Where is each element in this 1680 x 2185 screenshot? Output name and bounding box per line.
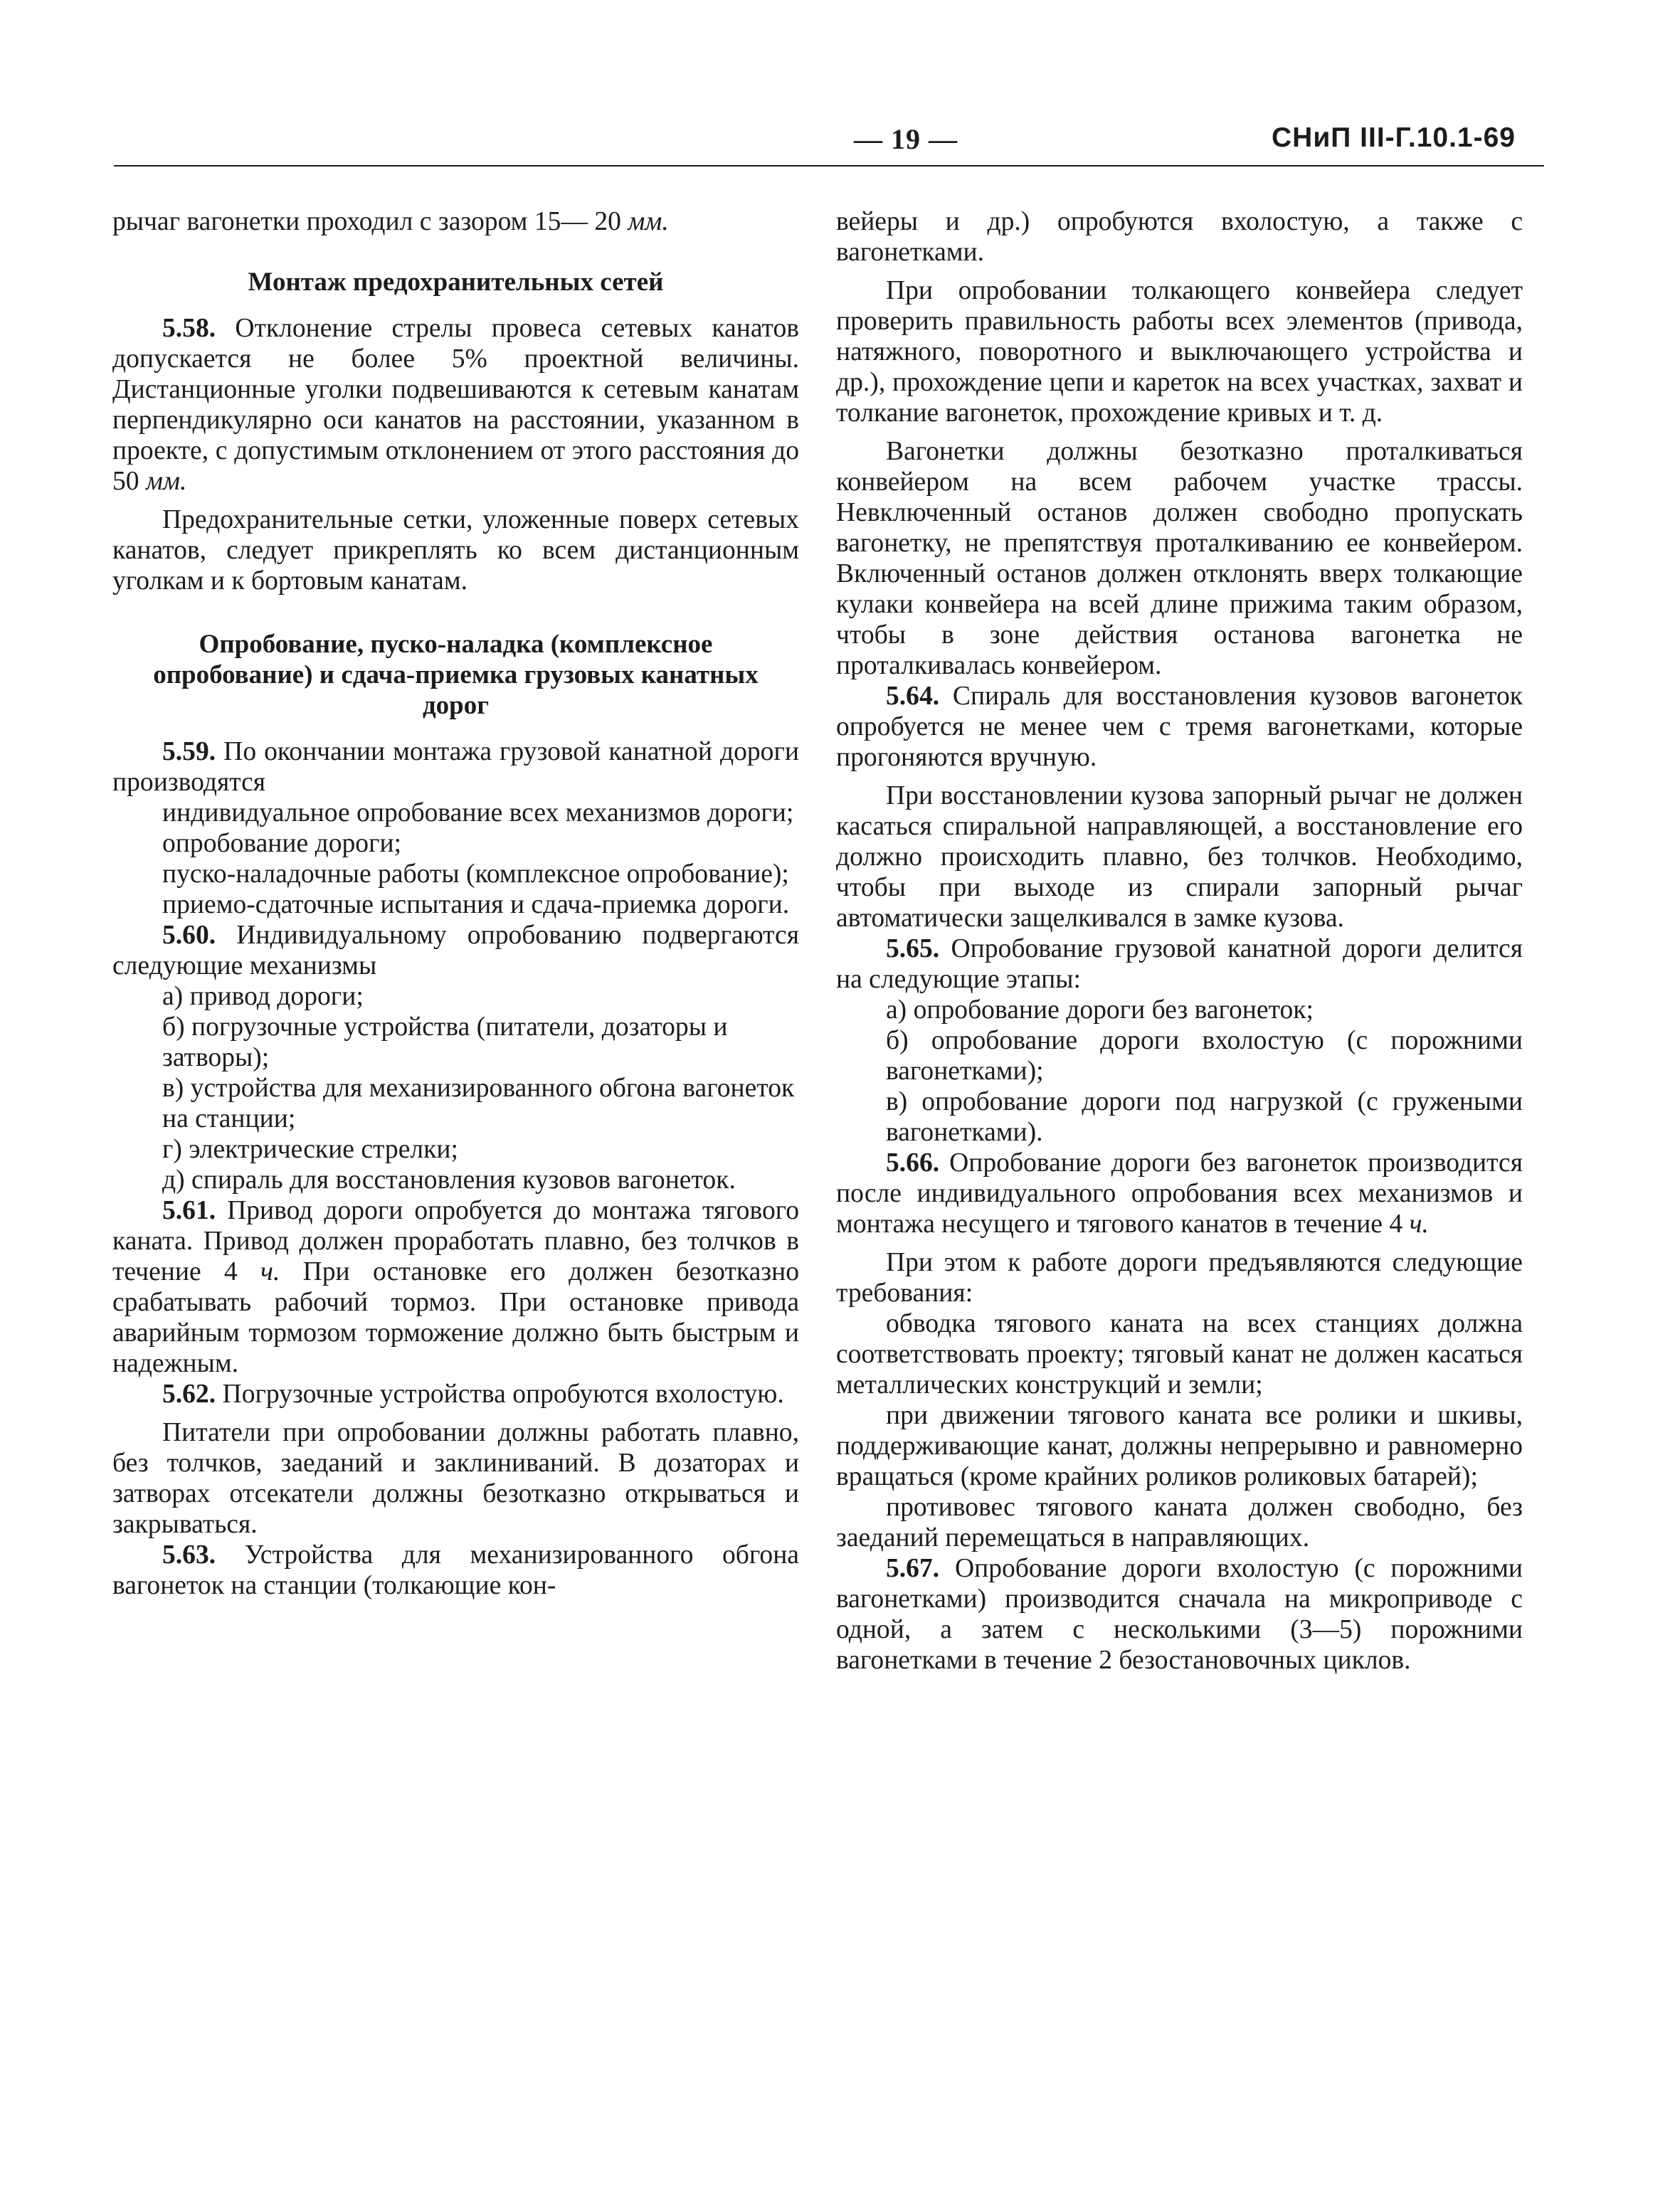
clause-number: 5.58. bbox=[162, 314, 216, 343]
requirement-item: при движении тягового каната все ролики и шкивы, поддерживающие канат, должны непрерывно и равномерно вращаться (кроме крайних роликов роликовых батарей); bbox=[836, 1401, 1523, 1491]
clause-5-58 bbox=[112, 313, 799, 497]
clause-5-64 bbox=[836, 681, 1523, 773]
list-item: в) опробование дороги под нагрузкой (с гружеными вагонетками). bbox=[886, 1087, 1523, 1147]
clause-5-63 bbox=[112, 1540, 799, 1601]
clause-5-66 bbox=[836, 1148, 1523, 1239]
clause-number: 5.65. bbox=[886, 934, 940, 963]
section-heading-nets: Монтаж предохранительных сетей bbox=[248, 268, 664, 297]
clause-text: Отклонение стрелы провеса сетевых канатов допускается не более 5% проектной величины. Дистанционные уголки подвешиваются к сетевым канатам перпендикулярно оси канатов на расстоянии, указанном в проекте, с допустимым отклонением от этого расстояния до 50 bbox=[112, 314, 799, 496]
clause-text: Спираль для восстановления кузовов вагонеток опробуется не менее чем с тремя вагонетками, которые прогоняются вручную. bbox=[836, 682, 1523, 772]
unit-text: мм. bbox=[145, 467, 187, 496]
list-item: опробование дороги; bbox=[162, 829, 402, 858]
clause-number: 5.60. bbox=[162, 921, 216, 950]
clause-number: 5.67. bbox=[886, 1554, 940, 1583]
paragraph-body-restoration: При восстановлении кузова запорный рычаг не должен касаться спиральной направляющей, а восстановление его должно происходить плавно, без толчков. Необходимо, чтобы при выходе из спирали запорный рычаг автоматически защелкивался в замке кузова. bbox=[836, 781, 1523, 933]
right-column bbox=[836, 206, 1523, 1676]
clause-5-59 bbox=[112, 736, 799, 798]
continued-paragraph: вейеры и др.) опробуются вхолостую, а также с вагонетками. bbox=[836, 207, 1523, 267]
list-item: в) устройства для механизированного обгона вагонеток на станции; bbox=[162, 1074, 795, 1133]
document-code: СНиП III-Г.10.1-69 bbox=[1271, 122, 1516, 153]
clause-number: 5.62. bbox=[162, 1380, 216, 1409]
clause-number: 5.64. bbox=[886, 682, 940, 711]
list-item: г) электрические стрелки; bbox=[162, 1135, 458, 1164]
clause-5-60 bbox=[112, 920, 799, 981]
clause-text: Опробование грузовой канатной дороги делится на следующие этапы: bbox=[836, 934, 1523, 994]
continued-paragraph bbox=[112, 206, 799, 237]
list-item: пуско-наладочные работы (комплексное опробование); bbox=[162, 859, 789, 889]
clause-text: По окончании монтажа грузовой канатной дороги производятся bbox=[112, 737, 799, 797]
clause-5-67 bbox=[836, 1553, 1523, 1676]
unit-text: ч. bbox=[1409, 1210, 1429, 1239]
paragraph-requirements-intro: При этом к работе дороги предъявляются следующие требования: bbox=[836, 1248, 1523, 1308]
clause-text: Устройства для механизированного обгона вагонеток на станции (толкающие кон- bbox=[112, 1540, 799, 1600]
clause-5-61 bbox=[112, 1195, 799, 1379]
clause-5-65 bbox=[836, 933, 1523, 995]
unit-text: мм. bbox=[628, 207, 669, 236]
clause-text: Индивидуальному опробованию подвергаются следующие механизмы bbox=[112, 921, 799, 980]
list-item: приемо-сдаточные испытания и сдача-приемка дороги. bbox=[162, 890, 790, 919]
requirement-item: противовес тягового каната должен свободно, без заеданий перемещаться в направляющих. bbox=[836, 1493, 1523, 1552]
header-divider bbox=[114, 165, 1544, 166]
list-item: индивидуальное опробование всех механизмов дороги; bbox=[162, 798, 794, 827]
list-item: а) опробование дороги без вагонеток; bbox=[886, 995, 1314, 1025]
list-item: б) погрузочные устройства (питатели, дозаторы и затворы); bbox=[162, 1012, 728, 1072]
clause-5-62 bbox=[112, 1379, 799, 1409]
page-number: — 19 — bbox=[854, 123, 958, 155]
clause-number: 5.59. bbox=[162, 737, 216, 766]
clause-number: 5.61. bbox=[162, 1196, 216, 1225]
clause-number: 5.63. bbox=[162, 1540, 216, 1570]
paragraph-text: рычаг вагонетки проходил с зазором 15— 20 bbox=[112, 207, 628, 236]
clause-text: Привод дороги опробуется до монтажа тягового каната. Привод должен проработать плавно, без толчков в течение 4 bbox=[112, 1196, 799, 1286]
paragraph-nets-fastening: Предохранительные сетки, уложенные поверх сетевых канатов, следует прикреплять ко всем дистанционным уголкам и к бортовым канатам. bbox=[112, 505, 799, 596]
clause-text: Опробование дороги вхолостую (с порожними вагонетками) производится сначала на микроприводе с одной, а затем с несколькими (3—5) порожними вагонетками в течение 2 безостановочных циклов. bbox=[836, 1554, 1523, 1675]
list-item: а) привод дороги; bbox=[162, 982, 364, 1011]
unit-text: ч. bbox=[260, 1257, 280, 1286]
section-heading-testing: Опробование, пуско-наладка (комплексное опробование) и сдача-приемка грузовых канатных дорог bbox=[153, 630, 759, 720]
left-column bbox=[112, 206, 799, 1601]
paragraph-push-conveyor: При опробовании толкающего конвейера следует проверить правильность работы всех элементов (привода, натяжного, поворотного и выключающего устройства и др.), прохождение цепи и кареток на всех участках, захват и толкание вагонеток, прохождение кривых и т. д. bbox=[836, 276, 1523, 428]
requirement-item: обводка тягового каната на всех станциях должна соответствовать проекту; тяговый канат не должен касаться металлических конструкций и земли; bbox=[836, 1309, 1523, 1400]
clause-text: При остановке его должен безотказно срабатывать рабочий тормоз. При остановке привода аварийным тормозом торможение должно быть быстрым и надежным. bbox=[112, 1257, 799, 1378]
clause-text: Погрузочные устройства опробуются вхолостую. bbox=[216, 1380, 784, 1409]
list-item: б) опробование дороги вхолостую (с порожними вагонетками); bbox=[886, 1026, 1523, 1086]
paragraph-feeders: Питатели при опробовании должны работать плавно, без толчков, заеданий и заклиниваний. В дозаторах и затворах отсекатели должны безотказно открываться и закрываться. bbox=[112, 1418, 799, 1539]
page-header bbox=[114, 107, 1544, 171]
paragraph-cars-pushing: Вагонетки должны безотказно проталкиваться конвейером на всем рабочем участке трассы. Невключенный останов должен свободно пропускать вагонетку, не препятствуя проталкиванию ее конвейером. Включенный останов должен отклонять вверх толкающие кулаки конвейера на всей длине прижима таким образом, чтобы в зоне действия останова вагонетка не проталкивалась конвейером. bbox=[836, 437, 1523, 680]
clause-number: 5.66. bbox=[886, 1148, 940, 1178]
clause-text: Опробование дороги без вагонеток производится после индивидуального опробования всех механизмов и монтажа несущего и тягового канатов в течение 4 bbox=[836, 1148, 1523, 1239]
list-item: д) спираль для восстановления кузовов вагонеток. bbox=[162, 1165, 736, 1195]
